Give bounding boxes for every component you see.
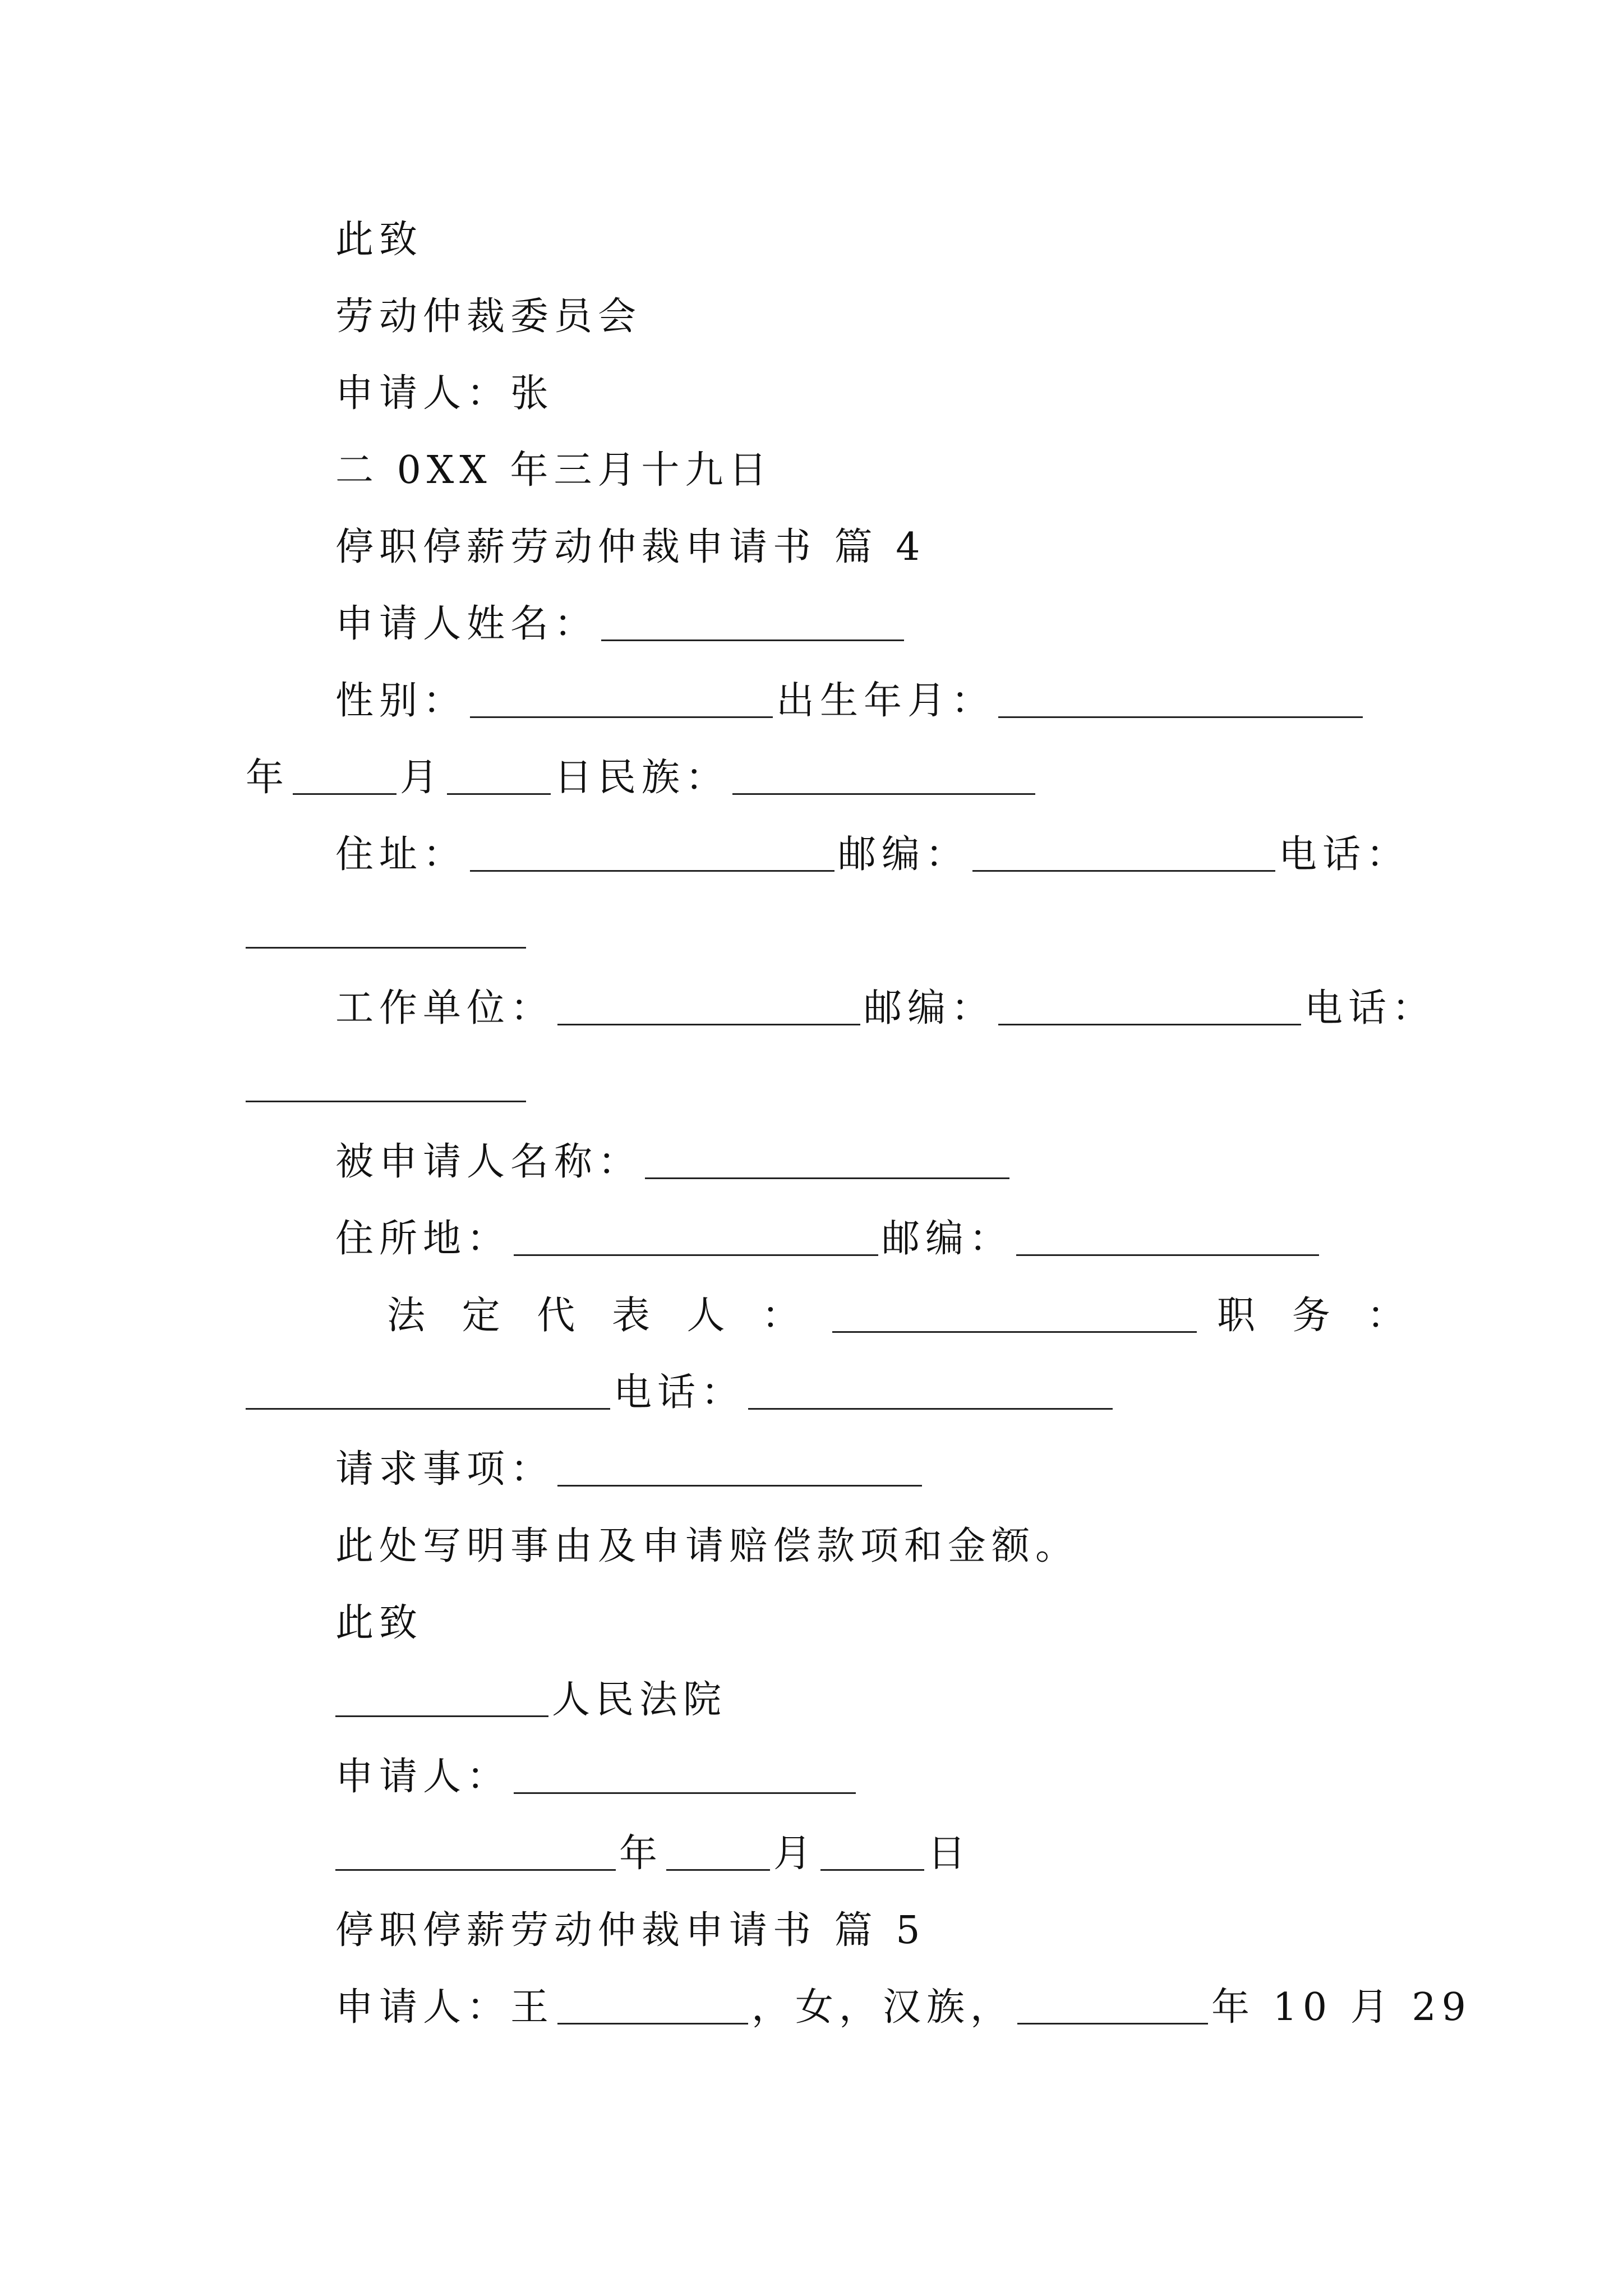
year-blank xyxy=(293,758,396,795)
legal-representative-blank xyxy=(832,1296,1197,1333)
applicant-info-label: 申请人：王 xyxy=(335,1985,555,2030)
address-row xyxy=(335,829,1410,881)
workplace-phone-row xyxy=(246,1060,529,1111)
signature-label: 申请人： xyxy=(335,1755,511,1799)
signature-day-blank xyxy=(820,1834,924,1871)
ethnic-label: 日民族： xyxy=(554,756,730,800)
domicile-row xyxy=(335,1213,1322,1265)
applicant-info-middle: ，女，汉族， xyxy=(751,1985,1015,2030)
request-blank xyxy=(557,1450,922,1487)
closing-salutation: 此致 xyxy=(335,218,423,262)
address-postcode-blank xyxy=(972,835,1275,872)
address-blank xyxy=(470,835,834,872)
month-blank xyxy=(447,758,551,795)
section-title-5: 停职停薪劳动仲裁申请书 篇 5 xyxy=(335,1908,926,1953)
signature-year-label: 年 xyxy=(619,1832,663,1876)
address-label: 住址： xyxy=(335,832,467,877)
respondent-name-label: 被申请人名称： xyxy=(335,1140,642,1184)
workplace-postcode-blank xyxy=(998,989,1301,1025)
gender-birth-row xyxy=(335,675,1366,727)
date-line: 二 0XX 年三月十九日 xyxy=(335,448,773,493)
address-phone-blank xyxy=(246,912,526,949)
birth-blank xyxy=(998,682,1363,718)
respondent-name-blank xyxy=(645,1143,1009,1179)
workplace-row xyxy=(335,983,1436,1034)
ethnic-blank xyxy=(732,758,1035,795)
domicile-postcode-label: 邮编： xyxy=(882,1217,1013,1261)
applicant-name-row xyxy=(335,599,907,650)
workplace-postcode-label: 邮编： xyxy=(864,986,995,1030)
applicant-surname-blank xyxy=(557,1988,748,2024)
signature-blank xyxy=(514,1757,856,1794)
domicile-blank xyxy=(514,1220,878,1256)
domicile-postcode-blank xyxy=(1016,1220,1319,1256)
court-label: 人民法院 xyxy=(552,1678,727,1722)
applicant-info-date: 年 10 月 29 xyxy=(1211,1985,1472,2030)
applicant-signature: 申请人：张 xyxy=(335,371,555,416)
legal-phone-row xyxy=(246,1367,1116,1419)
gender-label: 性别： xyxy=(335,679,467,723)
year-label: 年 xyxy=(246,756,290,800)
applicant-birth-year-blank xyxy=(1017,1988,1208,2024)
birth-date-ethnic-row xyxy=(246,752,1039,804)
workplace-phone-label: 电话： xyxy=(1304,986,1436,1030)
applicant-name-blank xyxy=(601,605,904,641)
signature-row xyxy=(335,1751,859,1803)
legal-phone-label: 电话： xyxy=(614,1370,745,1415)
workplace-label: 工作单位： xyxy=(335,986,555,1030)
address-phone-row xyxy=(246,906,529,958)
legal-phone-blank xyxy=(748,1373,1113,1410)
court-row xyxy=(335,1674,727,1726)
legal-representative-label: 法 定 代 表 人 ： xyxy=(387,1294,813,1338)
gender-blank xyxy=(470,682,773,718)
position-label: 职 务 ： xyxy=(1217,1294,1418,1338)
request-label: 请求事项： xyxy=(335,1447,555,1492)
legal-representative-row xyxy=(387,1290,1417,1342)
signature-day-label: 日 xyxy=(928,1832,972,1876)
position-blank xyxy=(246,1373,610,1410)
applicant-name-label: 申请人姓名： xyxy=(335,602,598,646)
workplace-phone-blank xyxy=(246,1066,526,1102)
request-row xyxy=(335,1444,925,1496)
signature-month-blank xyxy=(666,1834,770,1871)
domicile-label: 住所地： xyxy=(335,1217,511,1261)
section-title-4: 停职停薪劳动仲裁申请书 篇 4 xyxy=(335,525,926,569)
signature-year-blank xyxy=(335,1834,616,1871)
request-instruction: 此处写明事由及申请赔偿款项和金额。 xyxy=(335,1524,1080,1568)
signature-month-label: 月 xyxy=(773,1832,818,1876)
signature-date-row xyxy=(335,1828,971,1880)
birth-label: 出生年月： xyxy=(776,679,995,723)
respondent-name-row xyxy=(335,1137,1013,1188)
court-name-blank xyxy=(335,1681,548,1717)
applicant-info-row xyxy=(335,1982,1472,2033)
recipient-committee: 劳动仲裁委员会 xyxy=(335,295,642,339)
address-postcode-label: 邮编： xyxy=(838,832,970,877)
address-phone-label: 电话： xyxy=(1279,832,1410,877)
workplace-blank xyxy=(557,989,860,1025)
closing-salutation-2: 此致 xyxy=(335,1601,423,1645)
month-label: 月 xyxy=(400,756,444,800)
